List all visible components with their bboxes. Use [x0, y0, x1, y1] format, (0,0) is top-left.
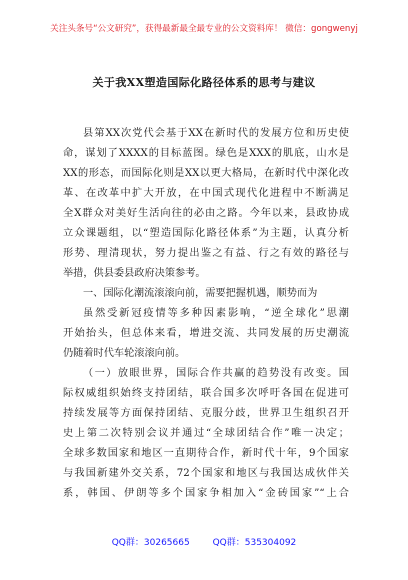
- body-line: 系，韩国、伊朗等多个国家争相加入“金砖国家”“上合: [63, 488, 349, 499]
- body-line: 立众课题组，以“塑造国际化路径体系”为主题，认真分析: [63, 228, 349, 239]
- body-line: （一）放眼世界，国际合作共赢的趋势没有改变。国: [83, 368, 349, 379]
- body-line: 命，谋划了XXXX的目标蓝图。绿色是XXX的肌底，山水是: [63, 148, 349, 159]
- body-line: 与我国新建外交关系，72个国家和地区与我国达成伙伴关: [63, 468, 349, 479]
- body-line: 全球多数国家和地区一直期待合作，新时代十年，9个国家: [63, 448, 349, 459]
- body-line: 形势、理清现状，努力提出鉴之有益、行之有效的路径与: [63, 248, 349, 259]
- body-line: 开始抬头，但总体来看，增进交流、共同发展的历史潮流: [63, 328, 349, 339]
- body-line: 县第XX次党代会基于XX在新时代的发展方位和历史使: [83, 128, 349, 139]
- body-line: 仍随着时代车轮滚滚向前。: [63, 348, 186, 359]
- qq-group-1: QQ群：30265665: [111, 538, 190, 548]
- body-line: 史上第二次特别会议并通过“全球团结合作”唯一决定；: [63, 428, 349, 439]
- body-line: 虽然受新冠疫情等多种因素影响，“逆全球化”思潮: [83, 308, 349, 319]
- body-line: XX的形态，而国际化则是XX以更大格局，在新时代中深化改: [63, 168, 349, 179]
- body-line: 革、在改革中扩大开放，在中国式现代化进程中不断满足: [63, 188, 349, 199]
- body-line: 持续发展等方面保持团结、克服分歧，世界卫生组织召开: [63, 408, 349, 419]
- document-body: [63, 124, 349, 504]
- qq-group-2: QQ群：535304092: [212, 538, 297, 548]
- section-heading: 一、国际化潮流滚滚向前，需要把握机遇，顺势而为: [83, 288, 318, 299]
- body-line: 际权威组织始终支持团结，联合国多次呼吁各国在促进可: [63, 388, 349, 399]
- header-banner: 关注头条号“公文研究”，获得最新最全最专业的公文资料库！ 微信：gongwenyj: [50, 24, 358, 34]
- body-line: 全X群众对美好生活向往的必由之路。今年以来，县政协成: [63, 208, 349, 219]
- footer-contact: [0, 535, 408, 548]
- body-line: 举措，供县委县政府决策参考。: [63, 268, 206, 279]
- document-title: 关于我XX塑造国际化路径体系的思考与建议: [92, 76, 316, 89]
